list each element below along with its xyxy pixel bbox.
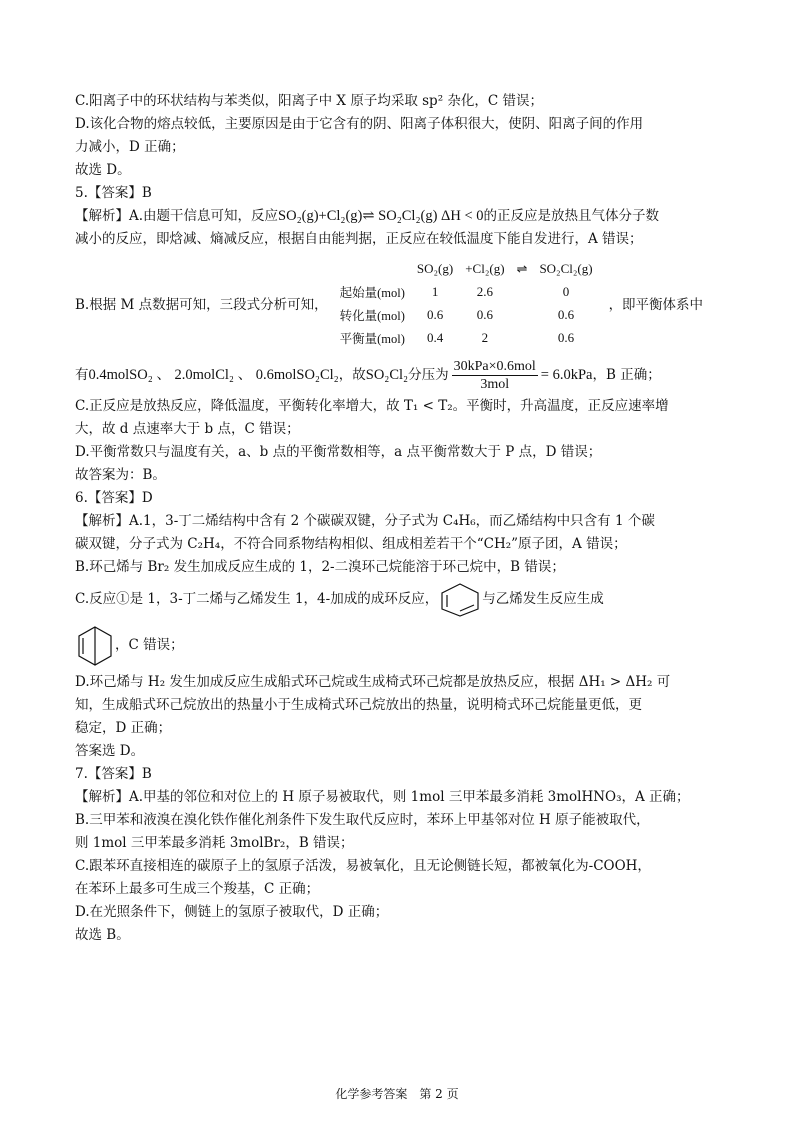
q7-option-c-line2: 在苯环上最多可生成三个羧基，C 正确； bbox=[75, 881, 320, 897]
q6-c-pre: C.反应①是 1，3-丁二烯与乙烯发生 1，4-加成的成环反应， bbox=[75, 591, 439, 607]
cyclohexadiene-structure-icon bbox=[438, 582, 482, 618]
q7-option-d: D.在光照条件下，侧链上的氢原子被取代，D 正确； bbox=[75, 904, 389, 920]
q7-analysis-a: 【解析】A.甲基的邻位和对位上的 H 原子易被取代，则 1mol 三甲苯最多消耗 3molHNO₃，A 正确； bbox=[75, 789, 690, 805]
q5-b2-post: ，B 正确； bbox=[592, 367, 661, 383]
bicyclooctene-structure-icon bbox=[75, 624, 115, 668]
page-footer: 化学参考答案 第 2 页 bbox=[335, 1087, 459, 1101]
q4-option-d-line1: D.该化合物的熔点较低，主要原因是由于它含有的阴、阳离子体积很大，使阴、阳离子间的作用 bbox=[75, 116, 644, 132]
q5-partial-pressure-line bbox=[75, 355, 715, 395]
q6-analysis-a-line1: 【解析】A.1，3-丁二烯结构中含有 2 个碳碳双键，分子式为 C₄H₆，而乙烯结构中只含有 1 个碳 bbox=[75, 513, 655, 529]
ice-cell: 0 bbox=[562, 283, 570, 299]
q5-b-trail: ，即平衡体系中 bbox=[608, 297, 704, 313]
ice-table bbox=[334, 257, 599, 349]
ice-header-arrow: ⇌ bbox=[516, 260, 528, 276]
q5-b-lead: B.根据 M 点数据可知，三段式分析可知， bbox=[75, 297, 328, 313]
ice-header-so2: SO₂(g) bbox=[416, 260, 454, 276]
ice-cell bbox=[511, 280, 534, 303]
q5-a-post: 的正反应是放热且气体分子数 bbox=[483, 208, 660, 224]
q6-c2: ，C 错误； bbox=[115, 637, 184, 653]
fraction-denominator: 3mol bbox=[480, 377, 510, 392]
q6-c-post: 与乙烯发生反应生成 bbox=[482, 591, 604, 607]
q5-b2-mid2: 分压为 bbox=[408, 367, 449, 383]
q6-analysis-a-line2: 碳双键，分子式为 C₂H₄，不符合同系物结构相似、组成相差若干个“CH₂”原子团，A 错误； bbox=[75, 536, 627, 552]
ice-cell bbox=[511, 303, 534, 326]
table-row bbox=[334, 326, 599, 349]
q5-b2-species: 0.4molSO₂ 、 2.0molCl₂ 、 0.6molSO₂Cl₂ bbox=[88, 367, 339, 383]
q7-option-b-line1: B.三甲苯和液溴在溴化铁作催化剂条件下发生取代反应时，苯环上甲基邻对位 H 原子能被取代， bbox=[75, 812, 650, 828]
fraction-numerator: 30kPa×0.6mol bbox=[453, 359, 536, 374]
q7-answer: 7.【答案】B bbox=[75, 766, 152, 782]
q6-answer: 6.【答案】D bbox=[75, 490, 153, 506]
ice-header-cl2: +Cl₂(g) bbox=[465, 260, 505, 276]
q6-option-d-line1: D.环己烯与 H₂ 发生加成反应生成船式环己烷或生成椅式环己烷都是放热反应，根据 ΔH₁ > ΔH₂ 可 bbox=[75, 674, 671, 690]
q5-analysis-a-line2: 减小的反应，即焓减、熵减反应，根据自由能判据，正反应在较低温度下能自发进行，A 错误； bbox=[75, 231, 643, 247]
table-row bbox=[334, 280, 599, 303]
ice-header-blank bbox=[334, 257, 411, 280]
q4-option-c: C.阳离子中的环状结构与苯类似，阳离子中 X 原子均采取 sp² 杂化，C 错误； bbox=[75, 93, 544, 109]
q5-answer: 5.【答案】B bbox=[75, 185, 152, 201]
table-row bbox=[334, 303, 599, 326]
ice-cell: 0.6 bbox=[557, 306, 575, 322]
ice-row-label: 转化量(mol) bbox=[339, 308, 405, 323]
q5-a-pre: 【解析】A.由题干信息可知，反应 bbox=[75, 208, 279, 224]
q4-option-d-line2: 力减小，D 正确； bbox=[75, 139, 185, 155]
ice-row-label: 起始量(mol) bbox=[339, 285, 405, 300]
q6-option-d-line3: 稳定，D 正确； bbox=[75, 720, 172, 736]
q6-option-d-line2: 知，生成船式环己烷放出的热量小于生成椅式环己烷放出的热量，说明椅式环己烷能量更低，更 bbox=[75, 697, 642, 713]
q5-option-d: D.平衡常数只与温度有关，a、b 点的平衡常数相等，a 点平衡常数大于 P 点，D 错误； bbox=[75, 444, 602, 460]
ice-cell: 0.6 bbox=[557, 329, 575, 345]
q7-option-b-line2: 则 1mol 三甲苯最多消耗 3molBr₂，B 错误； bbox=[75, 835, 354, 851]
q5-option-c-line1: C.正反应是放热反应，降低温度，平衡转化率增大，故 T₁ < T₂。平衡时，升高温度，正反应速率增 bbox=[75, 398, 669, 414]
q5-conclusion: 故答案为：B。 bbox=[75, 467, 166, 483]
ice-cell: 0.6 bbox=[476, 306, 493, 322]
ice-cell: 2 bbox=[481, 329, 489, 345]
ice-row-label: 平衡量(mol) bbox=[339, 331, 405, 346]
q7-option-c-line1: C.跟苯环直接相连的碳原子上的氢原子活泼，易被氧化，且无论侧链长短，都被氧化为-COOH， bbox=[75, 858, 651, 874]
answer-page bbox=[75, 90, 715, 947]
ice-header-so2cl2: SO₂Cl₂(g) bbox=[539, 260, 593, 276]
q5-a-equation: SO₂(g)+Cl₂(g)⇌ SO₂Cl₂(g) ΔH < 0 bbox=[278, 208, 484, 224]
ice-table-header bbox=[334, 257, 599, 280]
ice-cell bbox=[511, 326, 534, 349]
q5-option-c-line2: 大，故 d 点速率大于 b 点，C 错误； bbox=[75, 421, 300, 437]
q7-conclusion: 故选 B。 bbox=[75, 927, 130, 943]
q5-b2-pre: 有 bbox=[75, 367, 89, 383]
q4-conclusion: 故选 D。 bbox=[75, 162, 131, 178]
q5-b2-so2cl2: SO₂Cl₂ bbox=[365, 367, 409, 383]
q5-three-stage-analysis bbox=[75, 257, 715, 349]
ice-cell: 2.6 bbox=[476, 283, 493, 299]
partial-pressure-fraction bbox=[452, 358, 538, 393]
q6-option-c-line2 bbox=[75, 619, 715, 671]
ice-cell: 0.6 bbox=[426, 306, 444, 322]
ice-cell: 1 bbox=[431, 283, 439, 299]
q5-b2-mid: ，故 bbox=[338, 367, 366, 383]
q5-b2-result: = 6.0kPa bbox=[540, 367, 593, 383]
ice-cell: 0.4 bbox=[426, 329, 444, 345]
q5-analysis-a-line1 bbox=[75, 205, 715, 228]
q6-option-b: B.环己烯与 Br₂ 发生加成反应生成的 1，2-二溴环己烷能溶于环己烷中，B 错误； bbox=[75, 559, 565, 575]
q6-conclusion: 答案选 D。 bbox=[75, 743, 145, 759]
q6-option-c-line1 bbox=[75, 579, 715, 619]
